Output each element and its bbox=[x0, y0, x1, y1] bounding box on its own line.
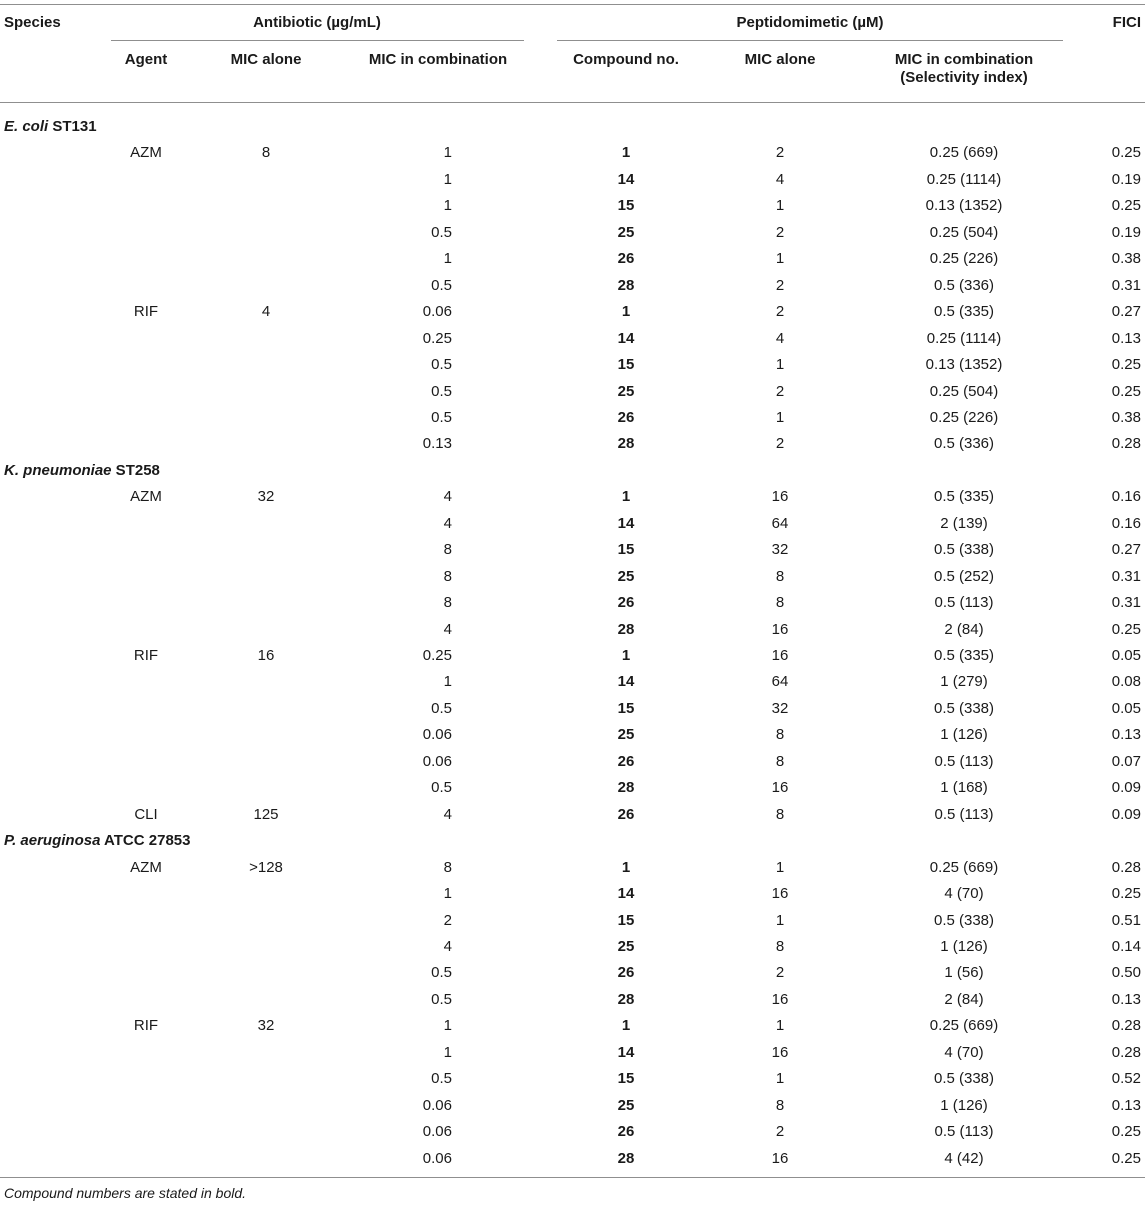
cell-pep-mic-alone: 16 bbox=[771, 488, 789, 506]
cell-mic-alone: 32 bbox=[257, 1017, 275, 1035]
cell-pep-mic-alone: 64 bbox=[771, 514, 789, 532]
cell-fici: 0.25 bbox=[1111, 197, 1141, 215]
peptidomimetic-span-rule bbox=[557, 40, 1063, 41]
cell-pep-mic-combination: 0.25 (669) bbox=[929, 1017, 999, 1035]
cell-mic-combination: 1 bbox=[443, 170, 452, 188]
cell-compound: 1 bbox=[621, 488, 631, 506]
header-pep-mic-combination-line2: (Selectivity index) bbox=[900, 69, 1028, 86]
cell-agent: CLI bbox=[134, 805, 158, 823]
cell-pep-mic-alone: 2 bbox=[775, 964, 785, 982]
cell-mic-alone: 32 bbox=[257, 488, 275, 506]
cell-compound: 1 bbox=[621, 144, 631, 162]
cell-mic-combination: 0.06 bbox=[422, 303, 452, 321]
cell-mic-alone: >128 bbox=[249, 858, 283, 876]
cell-mic-combination: 1 bbox=[443, 197, 452, 215]
cell-pep-mic-combination: 0.25 (1114) bbox=[926, 170, 1002, 188]
cell-mic-combination: 0.5 bbox=[431, 382, 452, 400]
cell-mic-combination: 0.13 bbox=[422, 435, 452, 453]
cell-mic-combination: 0.5 bbox=[431, 990, 452, 1008]
cell-fici: 0.09 bbox=[1111, 779, 1141, 797]
cell-pep-mic-alone: 8 bbox=[775, 567, 785, 585]
cell-pep-mic-combination: 1 (126) bbox=[940, 726, 988, 744]
header-species: Species bbox=[4, 14, 61, 31]
cell-mic-combination: 8 bbox=[443, 567, 452, 585]
cell-fici: 0.09 bbox=[1111, 805, 1141, 823]
cell-fici: 0.27 bbox=[1111, 303, 1141, 321]
cell-compound: 26 bbox=[617, 805, 635, 823]
cell-fici: 0.52 bbox=[1111, 1070, 1141, 1088]
cell-fici: 0.31 bbox=[1111, 567, 1141, 585]
cell-pep-mic-alone: 2 bbox=[775, 1123, 785, 1141]
cell-pep-mic-combination: 0.5 (338) bbox=[933, 699, 995, 717]
footnote: Compound numbers are stated in bold. bbox=[4, 1185, 247, 1201]
cell-mic-combination: 8 bbox=[443, 858, 452, 876]
cell-fici: 0.25 bbox=[1111, 1149, 1141, 1167]
cell-pep-mic-combination: 1 (279) bbox=[940, 673, 988, 691]
header-pep-mic-combination-line1: MIC in combination bbox=[894, 51, 1034, 68]
cell-agent: AZM bbox=[130, 858, 162, 876]
cell-mic-combination: 0.5 bbox=[431, 779, 452, 797]
cell-fici: 0.28 bbox=[1111, 858, 1141, 876]
cell-pep-mic-alone: 4 bbox=[775, 170, 785, 188]
cell-pep-mic-alone: 1 bbox=[775, 1070, 785, 1088]
cell-fici: 0.28 bbox=[1111, 1043, 1141, 1061]
cell-compound: 26 bbox=[617, 594, 635, 612]
cell-compound: 1 bbox=[621, 858, 631, 876]
cell-pep-mic-combination: 0.13 (1352) bbox=[925, 356, 1003, 373]
cell-mic-combination: 4 bbox=[443, 620, 452, 638]
cell-fici: 0.25 bbox=[1111, 144, 1141, 162]
cell-fici: 0.13 bbox=[1111, 1096, 1141, 1114]
cell-compound: 15 bbox=[617, 699, 635, 717]
cell-compound: 25 bbox=[617, 567, 635, 585]
cell-pep-mic-alone: 16 bbox=[771, 885, 789, 902]
cell-fici: 0.13 bbox=[1111, 329, 1141, 347]
cell-mic-combination: 0.06 bbox=[422, 1149, 452, 1167]
cell-mic-alone: 8 bbox=[261, 144, 271, 162]
cell-pep-mic-combination: 0.5 (335) bbox=[933, 303, 995, 321]
header-compound-no: Compound no. bbox=[573, 51, 679, 68]
cell-mic-combination: 8 bbox=[443, 594, 452, 612]
cell-fici: 0.50 bbox=[1111, 964, 1141, 982]
cell-pep-mic-combination: 0.5 (336) bbox=[933, 435, 995, 453]
cell-mic-combination: 4 bbox=[443, 937, 452, 955]
cell-pep-mic-alone: 8 bbox=[775, 937, 785, 955]
cell-mic-combination: 0.5 bbox=[431, 699, 452, 717]
cell-compound: 15 bbox=[617, 197, 635, 215]
cell-pep-mic-alone: 16 bbox=[771, 647, 789, 664]
cell-mic-combination: 0.25 bbox=[422, 647, 452, 664]
cell-pep-mic-combination: 0.25 (1114) bbox=[926, 329, 1002, 347]
cell-mic-combination: 8 bbox=[443, 541, 452, 559]
cell-pep-mic-combination: 0.5 (113) bbox=[934, 805, 994, 823]
cell-compound: 15 bbox=[617, 356, 635, 373]
cell-pep-mic-combination: 0.25 (669) bbox=[929, 858, 999, 876]
species-heading bbox=[4, 832, 190, 850]
cell-pep-mic-alone: 16 bbox=[771, 990, 789, 1008]
cell-mic-combination: 0.25 bbox=[422, 329, 452, 347]
cell-pep-mic-combination: 2 (139) bbox=[940, 514, 988, 532]
cell-mic-combination: 1 bbox=[443, 1017, 452, 1035]
cell-pep-mic-combination: 0.25 (669) bbox=[929, 144, 999, 162]
cell-pep-mic-combination: 0.5 (113) bbox=[934, 594, 994, 612]
cell-pep-mic-combination: 0.5 (335) bbox=[933, 488, 995, 506]
cell-mic-combination: 4 bbox=[443, 488, 452, 506]
header-fici: FICI bbox=[1112, 14, 1141, 31]
cell-pep-mic-alone: 2 bbox=[775, 223, 785, 241]
cell-fici: 0.05 bbox=[1111, 647, 1141, 664]
cell-pep-mic-alone: 32 bbox=[771, 541, 789, 559]
cell-fici: 0.25 bbox=[1111, 885, 1141, 902]
cell-pep-mic-combination: 1 (126) bbox=[940, 937, 988, 955]
cell-pep-mic-combination: 0.5 (338) bbox=[933, 1070, 995, 1088]
cell-compound: 14 bbox=[617, 329, 635, 347]
species-strain: ST131 bbox=[48, 118, 97, 135]
cell-pep-mic-combination: 0.13 (1352) bbox=[925, 197, 1003, 215]
cell-compound: 28 bbox=[617, 1149, 635, 1167]
cell-fici: 0.31 bbox=[1111, 594, 1141, 612]
cell-compound: 15 bbox=[617, 541, 635, 559]
header-rule bbox=[0, 102, 1145, 103]
species-strain: ATCC 27853 bbox=[100, 832, 191, 850]
cell-fici: 0.05 bbox=[1111, 699, 1141, 717]
cell-pep-mic-combination: 1 (56) bbox=[944, 964, 984, 982]
cell-agent: AZM bbox=[130, 488, 162, 506]
cell-pep-mic-combination: 0.5 (113) bbox=[934, 752, 994, 770]
cell-pep-mic-alone: 2 bbox=[775, 144, 785, 162]
header-peptidomimetic-group: Peptidomimetic (µM) bbox=[736, 14, 884, 31]
cell-pep-mic-combination: 0.25 (226) bbox=[929, 408, 999, 426]
cell-pep-mic-combination: 2 (84) bbox=[944, 620, 984, 638]
cell-fici: 0.08 bbox=[1111, 673, 1141, 691]
cell-compound: 14 bbox=[617, 514, 635, 532]
cell-compound: 28 bbox=[617, 276, 635, 294]
antibiotic-span-rule bbox=[111, 40, 524, 41]
cell-fici: 0.25 bbox=[1111, 620, 1141, 638]
cell-fici: 0.51 bbox=[1111, 911, 1141, 929]
species-name: E. coli bbox=[4, 118, 49, 135]
cell-fici: 0.25 bbox=[1111, 1123, 1141, 1141]
cell-compound: 14 bbox=[617, 673, 635, 691]
header-mic-alone: MIC alone bbox=[230, 51, 302, 68]
cell-compound: 28 bbox=[617, 779, 635, 797]
cell-pep-mic-combination: 0.5 (338) bbox=[933, 911, 995, 929]
cell-fici: 0.25 bbox=[1111, 382, 1141, 400]
species-heading bbox=[4, 462, 160, 480]
species-strain: ST258 bbox=[111, 461, 160, 479]
cell-pep-mic-alone: 2 bbox=[775, 303, 785, 321]
cell-fici: 0.19 bbox=[1111, 223, 1141, 241]
cell-mic-combination: 2 bbox=[443, 911, 452, 929]
cell-fici: 0.07 bbox=[1111, 752, 1141, 770]
cell-compound: 26 bbox=[617, 1123, 635, 1141]
cell-pep-mic-alone: 8 bbox=[775, 805, 785, 823]
species-name: P. aeruginosa bbox=[4, 832, 101, 850]
cell-pep-mic-combination: 2 (84) bbox=[944, 990, 984, 1008]
cell-compound: 28 bbox=[617, 620, 635, 638]
cell-fici: 0.16 bbox=[1111, 514, 1141, 532]
cell-compound: 28 bbox=[617, 435, 635, 453]
cell-fici: 0.38 bbox=[1111, 250, 1141, 268]
top-rule bbox=[0, 4, 1145, 5]
cell-pep-mic-alone: 2 bbox=[775, 435, 785, 453]
cell-compound: 14 bbox=[617, 170, 635, 188]
cell-compound: 1 bbox=[621, 1017, 631, 1035]
cell-mic-combination: 0.06 bbox=[422, 1096, 452, 1114]
cell-pep-mic-combination: 0.25 (226) bbox=[929, 250, 999, 268]
species-heading bbox=[4, 118, 97, 136]
header-antibiotic-group: Antibiotic (µg/mL) bbox=[253, 14, 381, 31]
cell-pep-mic-alone: 1 bbox=[775, 1017, 785, 1035]
cell-pep-mic-alone: 4 bbox=[775, 329, 785, 347]
cell-pep-mic-alone: 16 bbox=[771, 779, 789, 797]
cell-fici: 0.31 bbox=[1111, 276, 1141, 294]
cell-fici: 0.19 bbox=[1111, 170, 1141, 188]
cell-fici: 0.13 bbox=[1111, 726, 1141, 744]
cell-fici: 0.28 bbox=[1111, 1017, 1141, 1035]
cell-mic-combination: 1 bbox=[443, 144, 452, 162]
cell-pep-mic-alone: 1 bbox=[775, 911, 785, 929]
cell-compound: 14 bbox=[617, 885, 635, 902]
cell-mic-combination: 4 bbox=[443, 514, 452, 532]
cell-mic-combination: 1 bbox=[443, 673, 452, 691]
cell-pep-mic-alone: 1 bbox=[775, 408, 785, 426]
header-pep-mic-alone: MIC alone bbox=[744, 51, 816, 68]
cell-pep-mic-alone: 8 bbox=[775, 1096, 785, 1114]
cell-mic-combination: 0.5 bbox=[431, 356, 452, 373]
cell-mic-alone: 16 bbox=[257, 647, 275, 664]
cell-agent: RIF bbox=[133, 647, 159, 664]
cell-fici: 0.13 bbox=[1111, 990, 1141, 1008]
cell-pep-mic-combination: 0.5 (252) bbox=[933, 567, 995, 585]
cell-pep-mic-alone: 8 bbox=[775, 752, 785, 770]
cell-pep-mic-alone: 8 bbox=[775, 594, 785, 612]
cell-pep-mic-combination: 0.5 (338) bbox=[933, 541, 995, 559]
cell-pep-mic-alone: 1 bbox=[775, 250, 785, 268]
cell-mic-combination: 0.5 bbox=[431, 1070, 452, 1088]
cell-agent: RIF bbox=[133, 303, 159, 321]
cell-pep-mic-combination: 0.25 (504) bbox=[929, 382, 999, 400]
cell-pep-mic-alone: 16 bbox=[771, 1149, 789, 1167]
cell-pep-mic-alone: 16 bbox=[771, 1043, 789, 1061]
cell-mic-combination: 1 bbox=[443, 1043, 452, 1061]
cell-pep-mic-combination: 4 (70) bbox=[944, 1043, 984, 1061]
cell-fici: 0.28 bbox=[1111, 435, 1141, 453]
cell-mic-combination: 0.06 bbox=[422, 752, 452, 770]
cell-pep-mic-alone: 64 bbox=[771, 673, 789, 691]
cell-pep-mic-alone: 1 bbox=[775, 858, 785, 876]
cell-compound: 28 bbox=[617, 990, 635, 1008]
cell-pep-mic-combination: 1 (126) bbox=[940, 1096, 988, 1114]
cell-agent: AZM bbox=[130, 144, 162, 162]
bottom-rule bbox=[0, 1177, 1145, 1178]
cell-pep-mic-alone: 2 bbox=[775, 276, 785, 294]
cell-compound: 25 bbox=[617, 1096, 635, 1114]
cell-mic-alone: 125 bbox=[253, 805, 279, 823]
cell-fici: 0.27 bbox=[1111, 541, 1141, 559]
cell-mic-combination: 0.5 bbox=[431, 408, 452, 426]
cell-compound: 15 bbox=[617, 1070, 635, 1088]
cell-mic-combination: 0.5 bbox=[431, 223, 452, 241]
header-mic-combination: MIC in combination bbox=[368, 51, 508, 68]
cell-mic-combination: 0.5 bbox=[431, 964, 452, 982]
cell-compound: 1 bbox=[621, 647, 631, 664]
cell-pep-mic-combination: 0.5 (335) bbox=[933, 647, 995, 664]
cell-pep-mic-alone: 1 bbox=[775, 356, 785, 373]
cell-pep-mic-alone: 8 bbox=[775, 726, 785, 744]
cell-compound: 26 bbox=[617, 408, 635, 426]
cell-pep-mic-combination: 4 (42) bbox=[944, 1149, 984, 1167]
header-agent: Agent bbox=[124, 51, 168, 68]
cell-fici: 0.14 bbox=[1111, 937, 1141, 955]
cell-compound: 25 bbox=[617, 726, 635, 744]
cell-compound: 26 bbox=[617, 752, 635, 770]
cell-fici: 0.25 bbox=[1111, 356, 1141, 373]
cell-pep-mic-combination: 0.25 (504) bbox=[929, 223, 999, 241]
cell-fici: 0.16 bbox=[1111, 488, 1141, 506]
cell-pep-mic-alone: 32 bbox=[771, 699, 789, 717]
cell-mic-combination: 4 bbox=[443, 805, 452, 823]
cell-mic-combination: 0.06 bbox=[422, 726, 452, 744]
cell-mic-combination: 1 bbox=[443, 250, 452, 268]
header-pep-mic-combination bbox=[895, 51, 1033, 87]
cell-pep-mic-combination: 4 (70) bbox=[944, 885, 984, 902]
cell-pep-mic-combination: 0.5 (113) bbox=[934, 1123, 994, 1141]
cell-agent: RIF bbox=[133, 1017, 159, 1035]
cell-mic-alone: 4 bbox=[261, 303, 271, 321]
cell-fici: 0.38 bbox=[1111, 408, 1141, 426]
cell-pep-mic-alone: 2 bbox=[775, 382, 785, 400]
cell-pep-mic-alone: 16 bbox=[771, 620, 789, 638]
cell-compound: 25 bbox=[617, 937, 635, 955]
cell-compound: 25 bbox=[617, 223, 635, 241]
cell-pep-mic-combination: 0.5 (336) bbox=[933, 276, 995, 294]
cell-compound: 15 bbox=[617, 911, 635, 929]
cell-compound: 25 bbox=[617, 382, 635, 400]
cell-compound: 26 bbox=[617, 250, 635, 268]
cell-mic-combination: 0.06 bbox=[422, 1123, 452, 1141]
cell-pep-mic-combination: 1 (168) bbox=[940, 779, 988, 797]
cell-compound: 1 bbox=[621, 303, 631, 321]
cell-mic-combination: 1 bbox=[443, 885, 452, 902]
cell-pep-mic-alone: 1 bbox=[775, 197, 785, 215]
cell-compound: 14 bbox=[617, 1043, 635, 1061]
cell-compound: 26 bbox=[617, 964, 635, 982]
cell-mic-combination: 0.5 bbox=[431, 276, 452, 294]
species-name: K. pneumoniae bbox=[4, 461, 112, 479]
